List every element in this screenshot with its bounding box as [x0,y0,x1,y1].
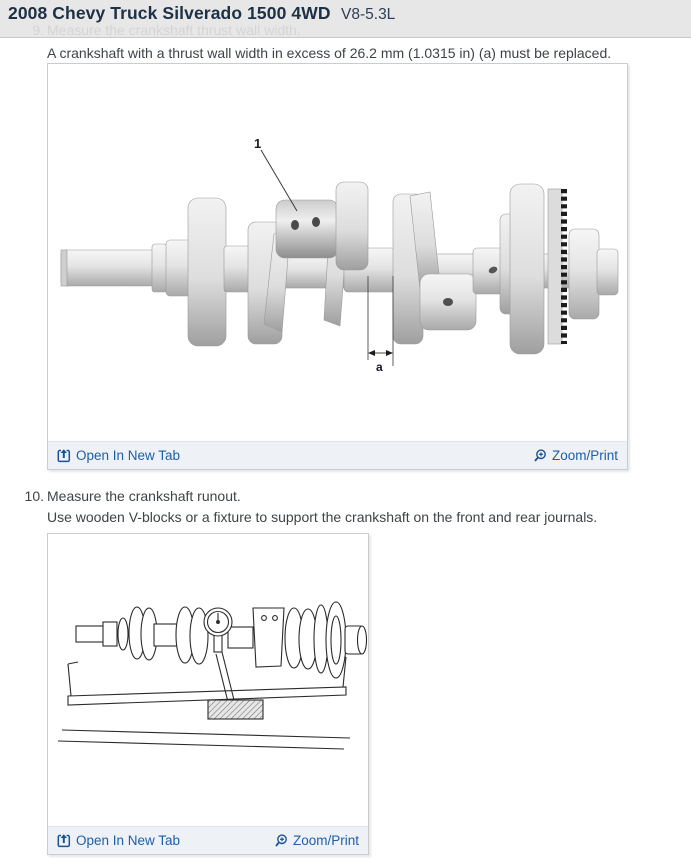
zoom-print-icon [274,834,288,848]
engine-label: V8-5.3L [341,6,396,23]
figure-2-toolbar [48,826,368,854]
step-9-detail: A crankshaft with a thrust wall width in excess of 26.2 mm (1.0315 in) (a) must be replaced. [47,45,612,61]
open-in-new-tab-icon [57,834,71,848]
crankshaft-illustration [48,64,627,441]
figure-crankshaft-runout [47,533,369,855]
step-number: 10. [24,488,44,504]
open-in-new-tab-label: Open In New Tab [76,448,181,463]
page-title: 2008 Chevy Truck Silverado 1500 4WD [8,3,331,23]
step-10-instruction-row [0,488,241,504]
open-in-new-tab-label: Open In New Tab [76,833,181,848]
step-10-detail: Use wooden V-blocks or a fixture to support the crankshaft on the front and rear journals. [47,509,598,525]
zoom-print-link[interactable] [274,833,359,848]
vehicle-title-line [8,3,395,24]
callout-1-label: 1 [254,136,262,151]
open-in-new-tab-link[interactable] [57,833,180,848]
step-instruction: Measure the crankshaft runout. [47,488,241,504]
crankshaft-photo[interactable] [48,64,627,441]
runout-illustration [48,534,368,826]
dimension-a-label: a [376,360,383,374]
page-header [0,0,691,38]
zoom-print-icon [533,449,547,463]
runout-drawing[interactable] [48,534,368,826]
zoom-print-label: Zoom/Print [292,833,359,848]
open-in-new-tab-link[interactable] [57,448,180,463]
zoom-print-label: Zoom/Print [551,448,618,463]
open-in-new-tab-icon [57,449,71,463]
zoom-print-link[interactable] [533,448,618,463]
figure-crankshaft-thrust-wall [47,63,628,470]
figure-1-toolbar [48,441,627,469]
